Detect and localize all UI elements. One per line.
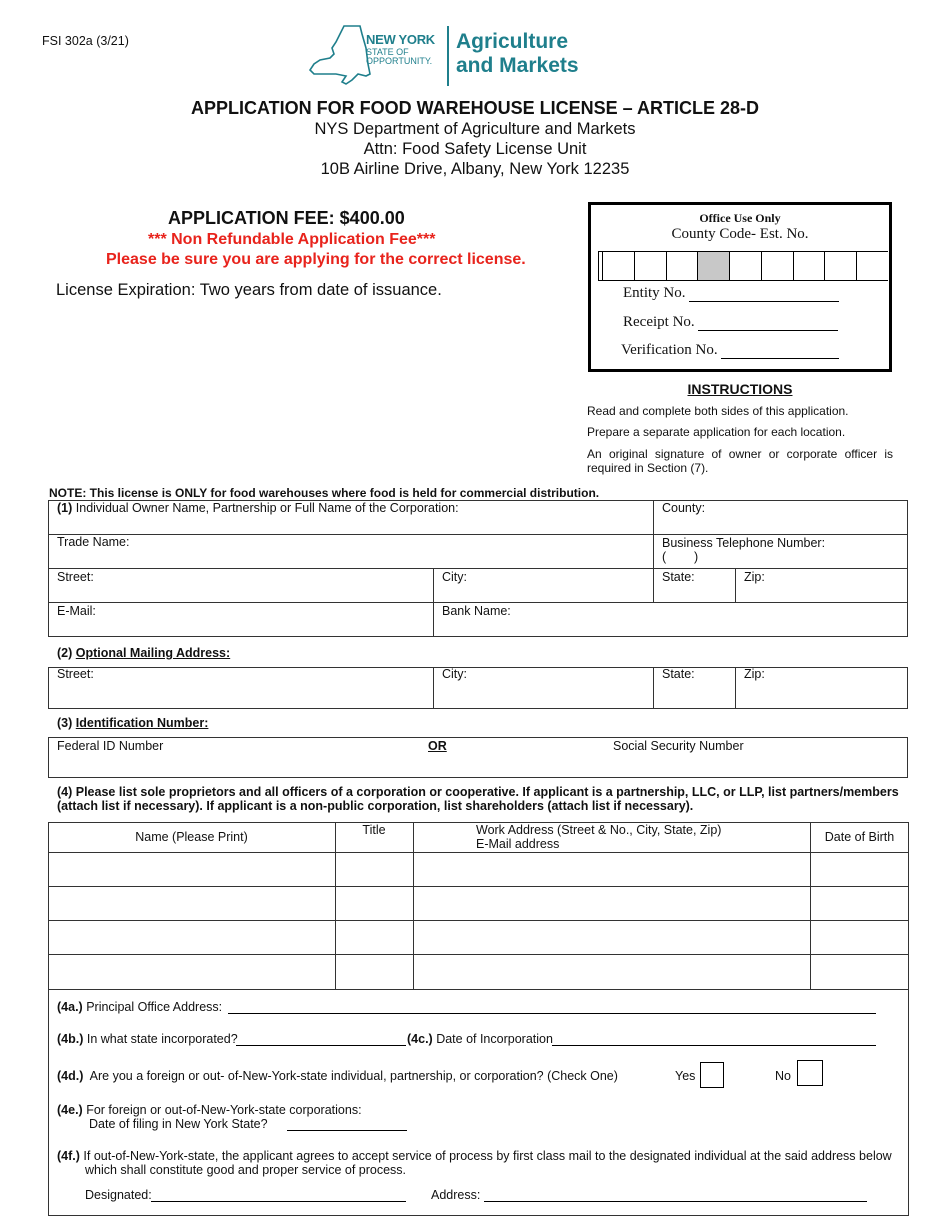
instruction-3: An original signature of owner or corporate officer is required in Section (7). [587,447,893,475]
ny-filing-date-field[interactable] [287,1130,407,1131]
mailing-city-field[interactable]: City: [442,667,467,681]
logo-divider [447,26,449,86]
code-cell[interactable] [793,252,825,280]
code-cell[interactable] [824,252,856,280]
verification-label: Verification No. [621,342,718,358]
application-fee: APPLICATION FEE: $400.00 [168,208,405,228]
receipt-label: Receipt No. [623,314,695,330]
logo-ny-line2: STATE OF [366,47,409,57]
yes-checkbox[interactable] [700,1062,724,1088]
q4d-label: (4d.) Are you a foreign or out- of-New-York-state individual, partnership, or corporation? (Check One) [57,1069,618,1083]
col-name-header: Name (Please Print) [135,830,248,844]
code-cell[interactable] [729,252,761,280]
logo-agency-line2: and Markets [456,54,579,77]
table-row[interactable] [48,887,909,920]
receipt-field[interactable] [698,316,838,331]
logo-agency-line1: Agriculture [456,30,569,53]
section4-instructions: (4) Please list sole proprietors and all officers of a corporation or cooperative. If applicant is a partnership, LLC, or LLP, list partners/members (attach list if necessary). If applicant is a non-public corporation, list shareholders (attach list if necessary). [57,785,899,813]
form-code: FSI 302a (3/21) [42,34,129,48]
col-dob-header: Date of Birth [824,830,895,844]
principal-office-field[interactable] [228,1013,876,1014]
email-field[interactable]: E-Mail: [57,604,96,618]
q4f-label-cont: which shall constitute good and proper service of process. [85,1163,407,1177]
office-use-box [588,202,892,372]
code-cell[interactable] [856,252,888,280]
mailing-street-field[interactable]: Street: [57,667,94,681]
no-label: No [775,1069,791,1083]
instructions-heading: INSTRUCTIONS [687,381,793,397]
license-note: NOTE: This license is ONLY for food warehouses where food is held for commercial distribution. [49,486,600,500]
or-label: OR [428,739,447,753]
entity-field[interactable] [689,287,839,302]
section3-table [48,737,908,778]
correct-license-warning: Please be sure you are applying for the correct license. [106,251,526,268]
q4a-label: (4a.) Principal Office Address: [57,1000,223,1014]
q4c-label: (4c.) Date of Incorporation [407,1032,553,1046]
owner-name-field[interactable]: (1) Individual Owner Name, Partnership or Full Name of the Corporation: [57,501,459,515]
zip-field[interactable]: Zip: [744,570,765,584]
instruction-2: Prepare a separate application for each location. [587,425,846,439]
street-field[interactable]: Street: [57,570,94,584]
q4e-label: (4e.) For foreign or out-of-New-York-state corporations: [57,1103,362,1117]
section2-table [48,667,908,709]
county-field[interactable]: County: [662,501,706,515]
trade-name-field[interactable]: Trade Name: [57,535,130,549]
designated-address-field[interactable] [484,1201,867,1202]
code-cell[interactable] [634,252,666,280]
col-address-header: Work Address (Street & No., City, State, Zip) [476,823,722,837]
table-row[interactable] [48,921,909,954]
section3-heading: (3) Identification Number: [57,716,209,730]
logo-ny-line1: NEW YORK [366,32,435,47]
q4b-label: (4b.) In what state incorporated? [57,1032,238,1046]
state-incorporated-field[interactable] [236,1045,406,1046]
dept-address: 10B Airline Drive, Albany, New York 12235 [320,160,630,178]
entity-label: Entity No. [623,285,686,301]
county-code-grid [598,251,888,281]
city-field[interactable]: City: [442,570,467,584]
col-email-header: E-Mail address [476,837,560,851]
logo-ny-line3: OPPORTUNITY. [366,56,433,66]
license-expiration: License Expiration: Two years from date of issuance. [56,281,442,299]
code-cell[interactable] [666,252,698,280]
state-field[interactable]: State: [662,570,695,584]
q4f-label: (4f.) If out-of-New-York-state, the applicant agrees to accept service of process by first class mail to the designated individual at the said address below [57,1149,892,1163]
office-use-title: Office Use Only [699,211,781,225]
instruction-1: Read and complete both sides of this application. [587,404,849,418]
federal-id-field[interactable]: Federal ID Number [57,739,164,753]
county-code-label: County Code- Est. No. [671,226,809,242]
mailing-zip-field[interactable]: Zip: [744,667,765,681]
business-phone-label: Business Telephone Number: [662,536,826,550]
code-cell[interactable] [761,252,793,280]
incorporation-date-field[interactable] [552,1045,876,1046]
code-cell[interactable] [602,252,634,280]
designated-field[interactable] [151,1201,406,1202]
non-refundable-warning: *** Non Refundable Application Fee*** [148,231,436,248]
address-label: Address: [431,1188,481,1202]
dept-name: NYS Department of Agriculture and Markets [314,120,636,138]
code-cell-shaded [697,252,729,280]
section2-heading: (2) Optional Mailing Address: [57,646,231,660]
business-phone-field[interactable]: ( ) [662,550,699,564]
yes-label: Yes [675,1069,696,1083]
table-row[interactable] [48,853,909,886]
designated-label: Designated: [85,1188,152,1202]
bank-name-field[interactable]: Bank Name: [442,604,511,618]
table-row[interactable] [48,955,909,989]
no-checkbox[interactable] [797,1060,823,1086]
q4e-filing-label: Date of filing in New York State? [89,1117,268,1131]
col-title-header: Title [362,823,386,837]
ssn-field[interactable]: Social Security Number [613,739,744,753]
page-title: APPLICATION FOR FOOD WAREHOUSE LICENSE – ARTICLE 28-D [190,98,760,118]
dept-attn: Attn: Food Safety License Unit [363,140,587,158]
mailing-state-field[interactable]: State: [662,667,695,681]
ny-agriculture-logo [306,24,596,88]
verification-field[interactable] [721,344,839,359]
